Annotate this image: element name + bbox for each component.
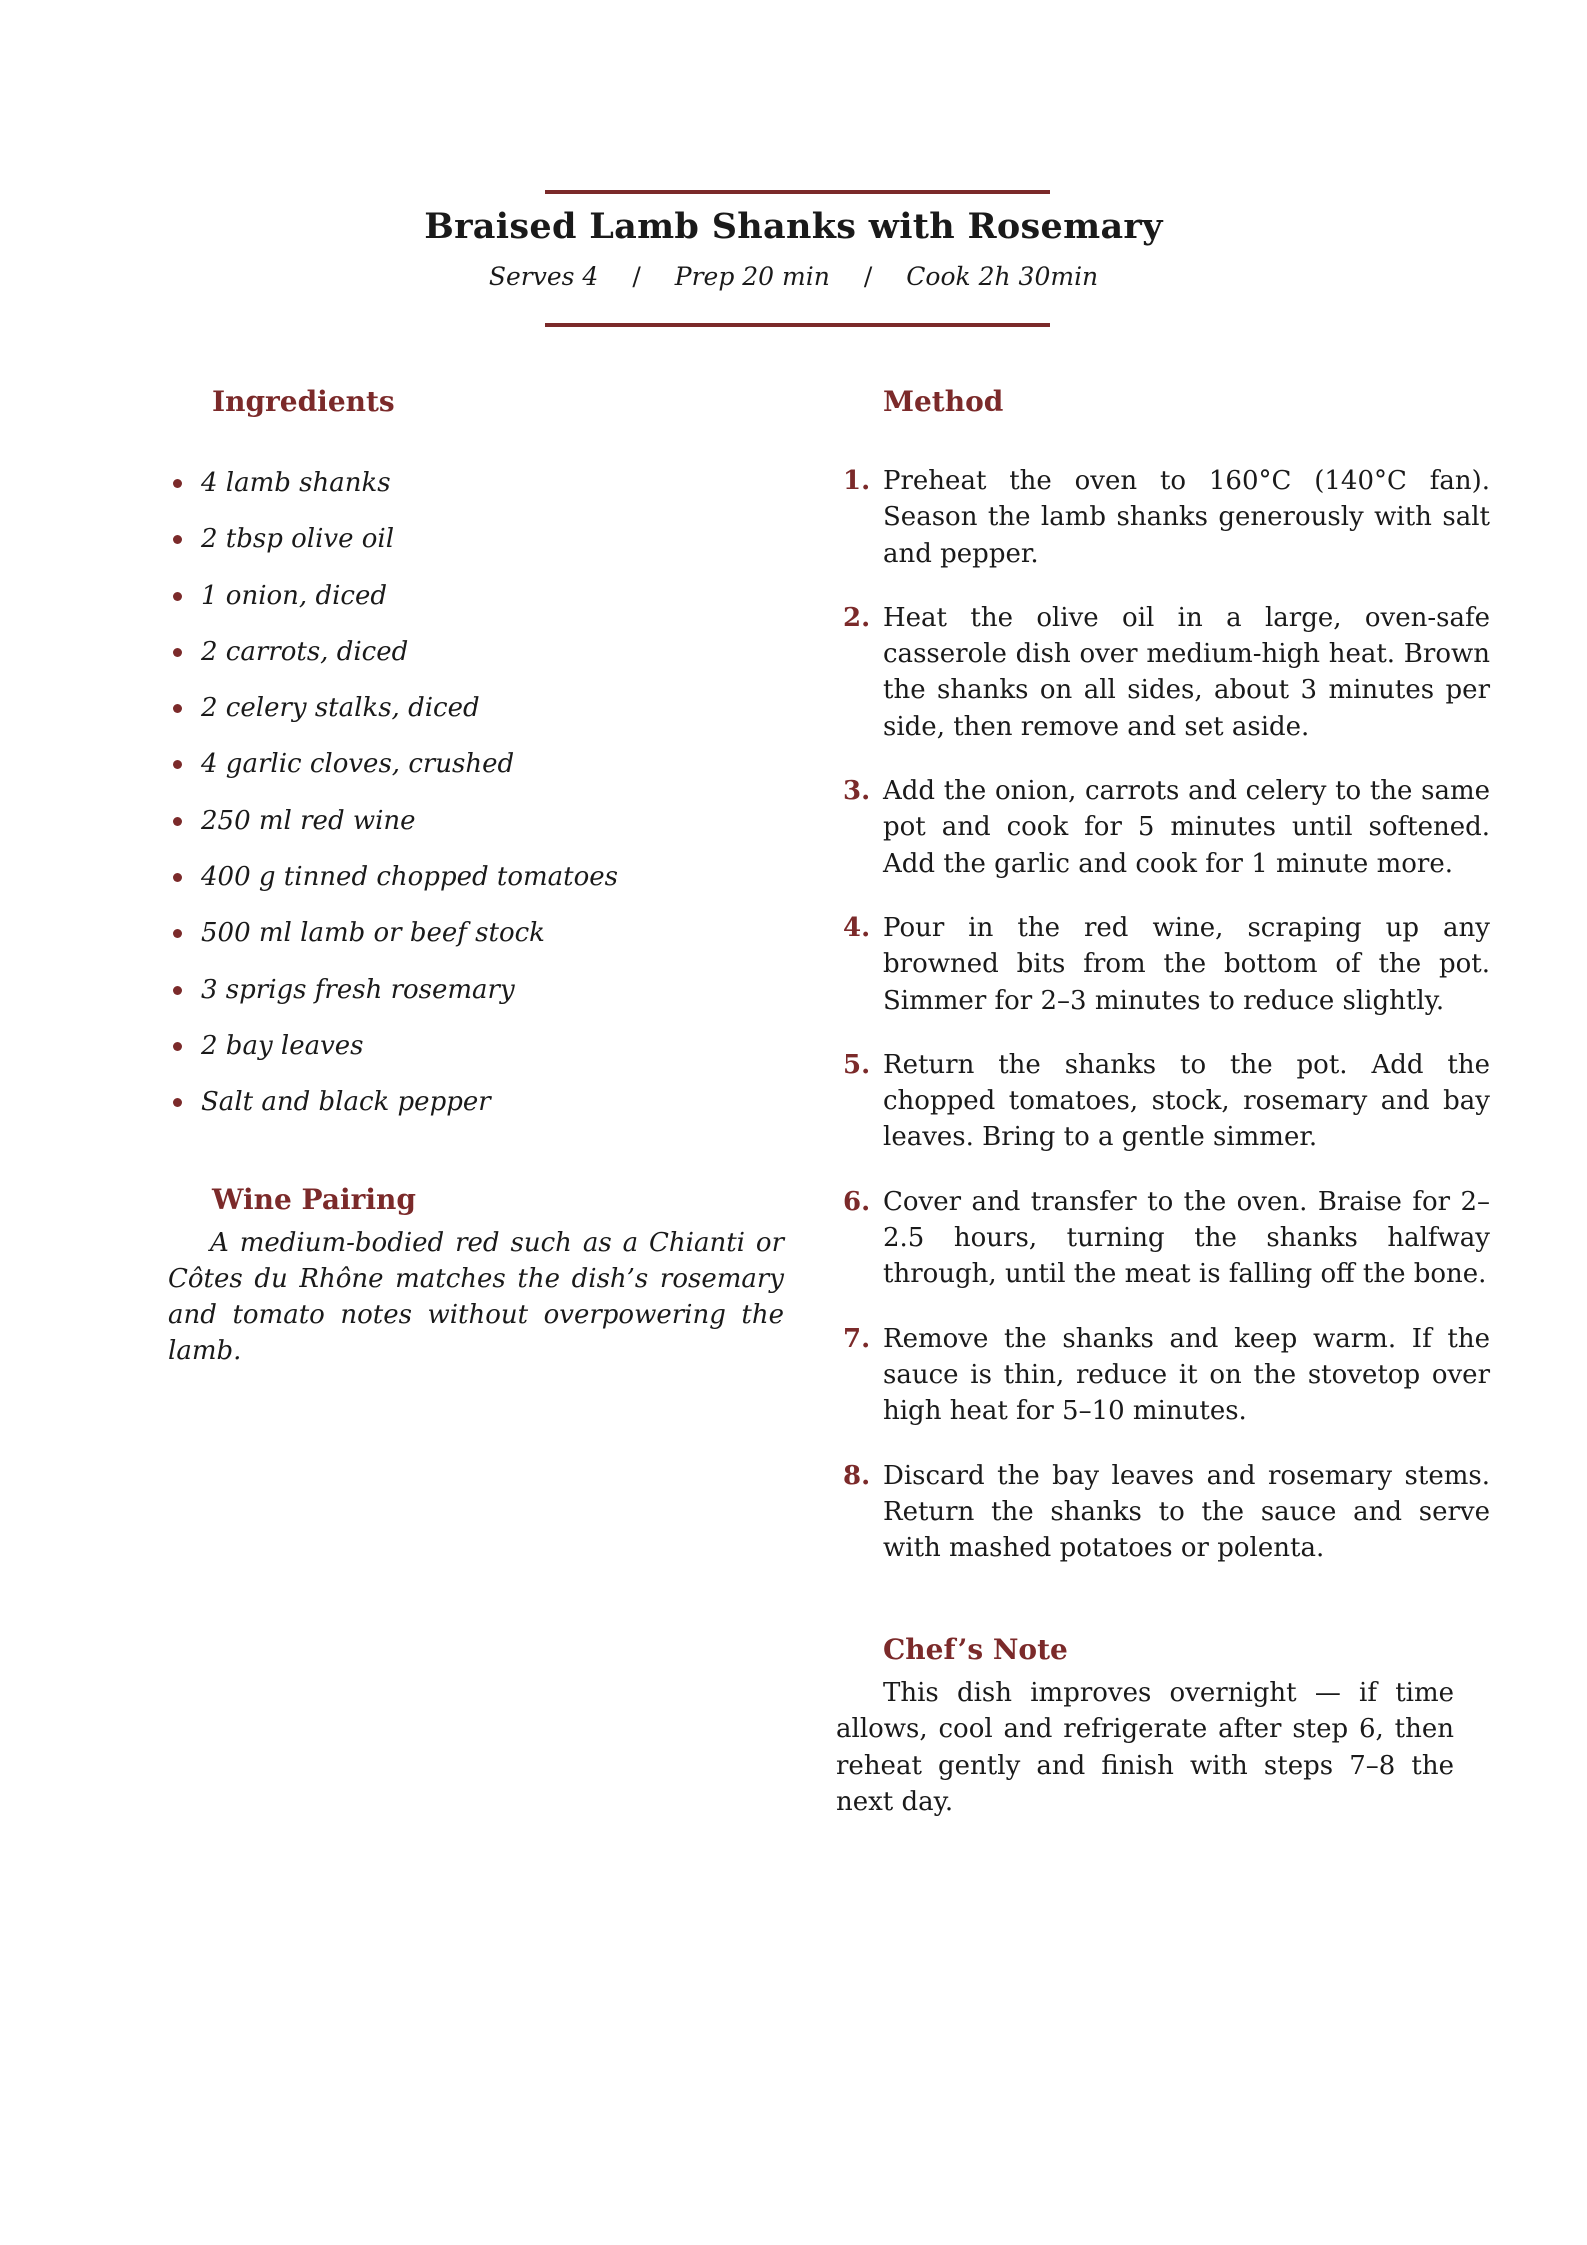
step-text: Return the shanks to the pot. Add the chopped tomatoes, stock, rosemary and bay leaves. Bring to a gentle simmer.	[883, 1049, 1490, 1153]
meta-separator: /	[863, 262, 873, 291]
ingredient-text: 250 ml red wine	[201, 805, 416, 836]
method-step	[835, 463, 1490, 572]
ingredient-text: 2 bay leaves	[201, 1030, 364, 1061]
chefs-note-heading: Chef’s Note	[883, 1633, 1068, 1666]
title-top-rule	[545, 190, 1050, 194]
step-number: 4.	[843, 912, 871, 943]
ingredient-text: 4 lamb shanks	[201, 468, 391, 498]
method-step	[835, 1184, 1490, 1293]
wine-pairing-heading: Wine Pairing	[212, 1183, 416, 1216]
ingredient-item	[170, 691, 618, 747]
ingredient-item	[170, 973, 618, 1029]
bullet-icon	[173, 535, 182, 544]
bullet-icon	[173, 873, 182, 882]
step-number: 1.	[843, 466, 871, 496]
bullet-icon	[173, 929, 182, 938]
step-text: Pour in the red wine, scraping up any browned bits from the bottom of the pot. Simmer for 2–3 minutes to reduce slightly.	[883, 912, 1490, 1016]
recipe-title: Braised Lamb Shanks with Rosemary	[424, 206, 1163, 247]
step-number: 7.	[843, 1323, 871, 1354]
chefs-note-text: This dish improves overnight — if time allows, cool and refrigerate after step 6, then reheat gently and finish with steps 7–8 the next day.	[836, 1678, 1454, 1817]
bullet-icon	[173, 817, 182, 826]
ingredient-text: 1 onion, diced	[201, 580, 387, 611]
bullet-icon	[173, 704, 182, 713]
ingredient-item	[170, 579, 618, 635]
ingredient-item	[170, 747, 618, 803]
bullet-icon	[173, 648, 182, 657]
bullet-icon	[173, 1042, 182, 1051]
step-number: 6.	[843, 1186, 871, 1217]
method-heading: Method	[883, 385, 1004, 418]
ingredient-item	[170, 860, 618, 916]
step-number: 5.	[843, 1049, 871, 1080]
method-step	[835, 1321, 1490, 1430]
step-number: 8.	[843, 1460, 871, 1491]
step-text: Cover and transfer to the oven. Braise for 2–2.5 hours, turning the shanks halfway through, until the meat is falling off the bone.	[883, 1186, 1490, 1290]
ingredient-text: 500 ml lamb or beef stock	[201, 918, 545, 949]
ingredient-item	[170, 635, 618, 691]
ingredient-text: Salt and black pepper	[201, 1087, 491, 1118]
ingredients-list	[170, 466, 618, 1142]
ingredient-item	[170, 1085, 618, 1141]
bullet-icon	[173, 1098, 182, 1107]
wine-pairing-text: A medium-bodied red such as a Chianti or Côtes du Rhône matches the dish’s rosemary and tomato notes without overpowering the lamb.	[168, 1228, 784, 1366]
bullet-icon	[173, 760, 182, 769]
ingredient-item	[170, 466, 618, 522]
prep-time-label: Prep 20 min	[674, 262, 830, 291]
step-text: Preheat the oven to 160°C (140°C fan). Season the lamb shanks generously with salt and pepper.	[883, 466, 1490, 569]
cook-time-label: Cook 2h 30min	[906, 262, 1099, 291]
ingredient-item	[170, 916, 618, 972]
step-text: Heat the olive oil in a large, oven-safe casserole dish over medium-high heat. Brown the shanks on all sides, about 3 minutes per side, then remove and set aside.	[883, 602, 1490, 742]
method-step	[835, 1458, 1490, 1567]
recipe-meta	[0, 262, 1587, 291]
meta-separator: /	[632, 262, 641, 291]
step-text: Remove the shanks and keep warm. If the sauce is thin, reduce it on the stovetop over high heat for 5–10 minutes.	[883, 1323, 1490, 1427]
method-step	[835, 600, 1490, 745]
ingredients-heading: Ingredients	[212, 385, 395, 418]
ingredient-text: 4 garlic cloves, crushed	[201, 749, 515, 780]
bullet-icon	[173, 986, 182, 995]
ingredient-text: 3 sprigs fresh rosemary	[201, 974, 515, 1005]
step-number: 3.	[843, 776, 871, 807]
ingredient-item	[170, 1029, 618, 1085]
step-text: Add the onion, carrots and celery to the same pot and cook for 5 minutes until softened. Add the garlic and cook for 1 minute more.	[883, 776, 1490, 879]
step-text: Discard the bay leaves and rosemary stems. Return the shanks to the sauce and serve with mashed potatoes or polenta.	[883, 1460, 1490, 1564]
method-step	[835, 910, 1490, 1019]
step-number: 2.	[843, 602, 871, 633]
method-steps	[835, 463, 1490, 1594]
bullet-icon	[173, 479, 182, 488]
ingredient-text: 400 g tinned chopped tomatoes	[201, 862, 618, 893]
title-bottom-rule	[545, 323, 1050, 327]
serves-label: Serves 4	[488, 262, 599, 291]
ingredient-item	[170, 804, 618, 860]
ingredient-item	[170, 522, 618, 578]
ingredient-text: 2 tbsp olive oil	[201, 524, 395, 555]
ingredient-text: 2 celery stalks, diced	[201, 693, 480, 724]
ingredient-text: 2 carrots, diced	[201, 636, 409, 667]
method-step	[835, 1047, 1490, 1156]
bullet-icon	[173, 592, 182, 601]
method-step	[835, 773, 1490, 882]
